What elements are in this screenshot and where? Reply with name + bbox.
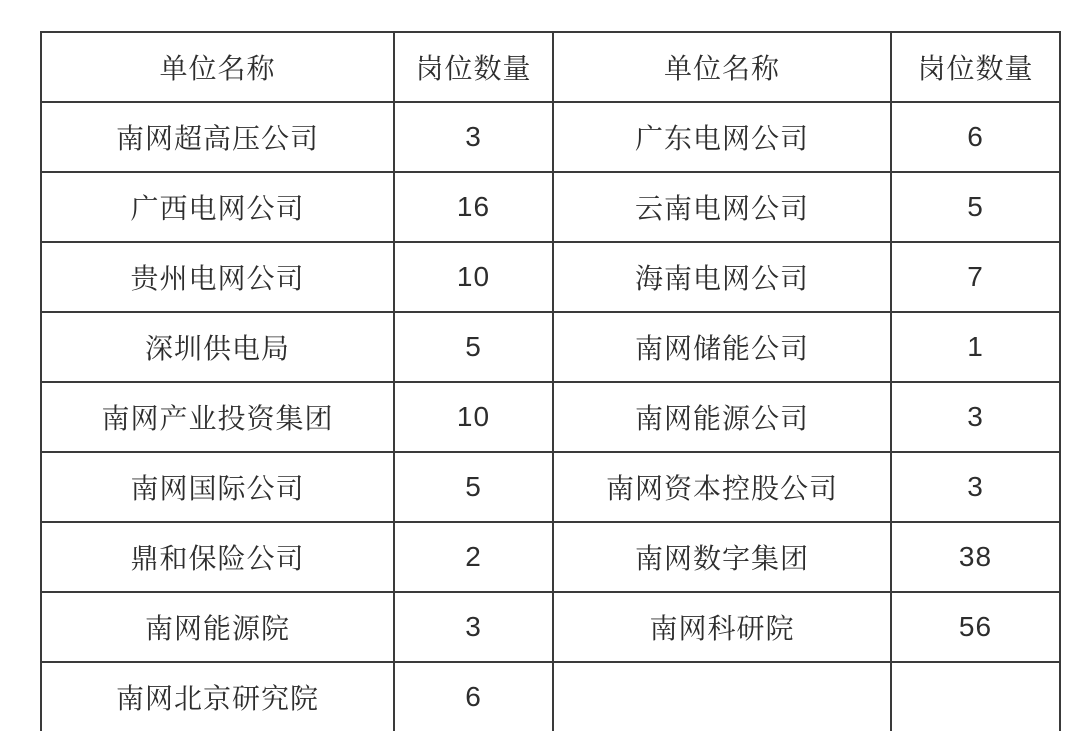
header-job-count-right: 岗位数量 bbox=[891, 32, 1060, 102]
unit-name-cell: 云南电网公司 bbox=[553, 172, 891, 242]
job-count-cell: 3 bbox=[394, 592, 553, 662]
job-count-cell: 38 bbox=[891, 522, 1060, 592]
unit-name-cell: 南网产业投资集团 bbox=[41, 382, 394, 452]
job-count-cell: 5 bbox=[394, 452, 553, 522]
header-unit-name-right: 单位名称 bbox=[553, 32, 891, 102]
job-count-cell: 10 bbox=[394, 242, 553, 312]
unit-name-cell: 鼎和保险公司 bbox=[41, 522, 394, 592]
unit-name-cell: 贵州电网公司 bbox=[41, 242, 394, 312]
job-count-cell: 7 bbox=[891, 242, 1060, 312]
unit-name-cell: 广东电网公司 bbox=[553, 102, 891, 172]
positions-table bbox=[40, 31, 1061, 731]
job-count-cell: 3 bbox=[891, 452, 1060, 522]
unit-name-cell: 南网能源公司 bbox=[553, 382, 891, 452]
unit-name-cell: 南网资本控股公司 bbox=[553, 452, 891, 522]
unit-name-cell: 南网科研院 bbox=[553, 592, 891, 662]
job-count-cell bbox=[891, 662, 1060, 731]
table-row bbox=[41, 312, 1060, 382]
table-row bbox=[41, 382, 1060, 452]
job-count-cell: 3 bbox=[394, 102, 553, 172]
job-count-cell: 56 bbox=[891, 592, 1060, 662]
job-count-cell: 2 bbox=[394, 522, 553, 592]
job-count-cell: 3 bbox=[891, 382, 1060, 452]
unit-name-cell: 南网数字集团 bbox=[553, 522, 891, 592]
header-job-count-left: 岗位数量 bbox=[394, 32, 553, 102]
unit-name-cell bbox=[553, 662, 891, 731]
table-row bbox=[41, 242, 1060, 312]
unit-name-cell: 南网北京研究院 bbox=[41, 662, 394, 731]
header-unit-name-left: 单位名称 bbox=[41, 32, 394, 102]
unit-name-cell: 南网国际公司 bbox=[41, 452, 394, 522]
job-count-cell: 5 bbox=[891, 172, 1060, 242]
unit-name-cell: 广西电网公司 bbox=[41, 172, 394, 242]
table-body bbox=[41, 102, 1060, 731]
unit-name-cell: 南网超高压公司 bbox=[41, 102, 394, 172]
job-count-cell: 16 bbox=[394, 172, 553, 242]
unit-name-cell: 南网能源院 bbox=[41, 592, 394, 662]
job-count-cell: 5 bbox=[394, 312, 553, 382]
table-row bbox=[41, 172, 1060, 242]
job-count-cell: 6 bbox=[394, 662, 553, 731]
job-count-cell: 6 bbox=[891, 102, 1060, 172]
unit-name-cell: 南网储能公司 bbox=[553, 312, 891, 382]
unit-name-cell: 海南电网公司 bbox=[553, 242, 891, 312]
table-row bbox=[41, 662, 1060, 731]
table-header-row bbox=[41, 32, 1060, 102]
table-row bbox=[41, 452, 1060, 522]
table-row bbox=[41, 102, 1060, 172]
unit-name-cell: 深圳供电局 bbox=[41, 312, 394, 382]
table-row bbox=[41, 522, 1060, 592]
job-count-cell: 1 bbox=[891, 312, 1060, 382]
table-row bbox=[41, 592, 1060, 662]
job-count-cell: 10 bbox=[394, 382, 553, 452]
